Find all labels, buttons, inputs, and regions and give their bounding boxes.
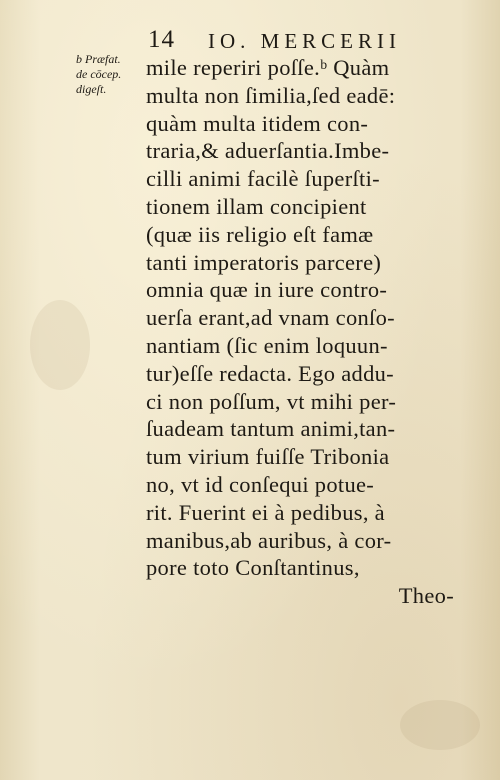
text-line: uerſa erant,ad vnam conſo- bbox=[146, 305, 395, 331]
paper-stain bbox=[400, 700, 480, 750]
paper-stain bbox=[30, 300, 90, 390]
catchword: Theo- bbox=[398, 583, 454, 609]
body-text bbox=[146, 54, 458, 610]
text-line: (quæ iis religio eſt famæ bbox=[146, 221, 374, 247]
text-line: tum virium fuiſſe Tribonia bbox=[146, 444, 390, 470]
text-line: no, vt id conſequi potue- bbox=[146, 471, 375, 497]
margin-note-line: digeſt. bbox=[76, 82, 107, 96]
text-line: cilli animi facilè ſuperſti- bbox=[146, 166, 380, 192]
text-line: tionem illam concipient bbox=[146, 193, 367, 219]
text-line: traria,& aduerſantia.Imbe- bbox=[146, 138, 390, 164]
margin-note-line: b Præfat. bbox=[76, 52, 121, 66]
text-line: omnia quæ in iure contro- bbox=[146, 277, 388, 303]
text-line: pore toto Conſtantinus, bbox=[146, 555, 360, 581]
page-number: 14 bbox=[148, 26, 175, 53]
text-line: quàm multa itidem con- bbox=[146, 110, 369, 136]
text-line: mile reperiri poſſe.ᵇ Quàm bbox=[146, 55, 390, 80]
text-line: multa non ſimilia,ſed eadē: bbox=[146, 82, 396, 108]
text-line: ſuadeam tantum animi,tan- bbox=[146, 416, 396, 442]
margin-note-line: de cōcep. bbox=[76, 67, 122, 81]
text-line: tanti imperatoris parcere) bbox=[146, 249, 382, 275]
text-line: nantiam (ſic enim loquun- bbox=[146, 332, 388, 358]
text-line: manibus,ab auribus, à cor- bbox=[146, 527, 392, 553]
running-head: IO. MERCERII bbox=[208, 29, 401, 53]
text-line: ci non poſſum, vt mihi per- bbox=[146, 388, 397, 414]
margin-note bbox=[76, 52, 148, 97]
text-line: tur)eſſe redacta. Ego addu- bbox=[146, 360, 394, 386]
text-line: rit. Fuerint ei à pedibus, à bbox=[146, 499, 385, 525]
